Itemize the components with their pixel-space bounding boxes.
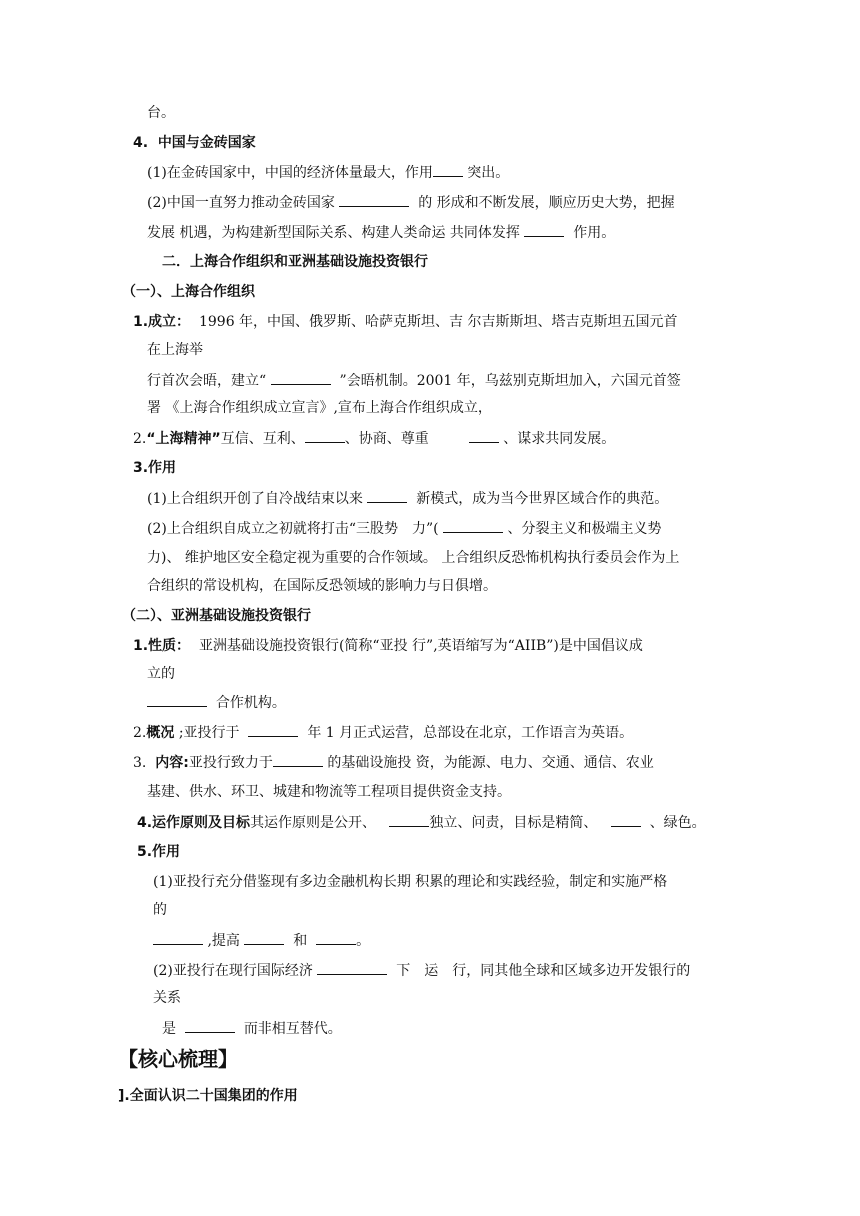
fill-blank[interactable]: [317, 960, 387, 975]
fill-blank[interactable]: [339, 192, 409, 207]
fill-blank[interactable]: [524, 222, 564, 237]
text-line: 台。: [147, 105, 175, 121]
text-line: 行首次会晤，建立“ ”会晤机制。2001 年，乌兹别克斯坦加入，六国元首签: [147, 370, 681, 391]
aiib-role-heading: 5.作用: [137, 844, 181, 860]
subsection-heading: ].全面认识二十国集团的作用: [118, 1088, 298, 1104]
core-summary-heading: 【核心梳理】: [118, 1047, 238, 1071]
text-line: (1)在金砖国家中，中国的经济体量最大，作用 突出。: [147, 162, 509, 183]
text-line: (2)亚投行在现行国际经济 下 运 行，同其他全球和区域多边开发银行的: [153, 960, 690, 981]
text-line: 合组织的常设机构，在国际反恐领域的影响力与日俱增。: [147, 578, 497, 594]
fill-blank[interactable]: [367, 488, 407, 503]
text-line: 署 《上海合作组织成立宣言》,宣布上海合作组织成立，: [147, 400, 492, 416]
fill-blank[interactable]: [389, 812, 429, 827]
sco-role-heading: 3.作用: [133, 460, 177, 476]
fill-blank[interactable]: [469, 428, 499, 443]
text-line: ,提高 和 。: [153, 930, 370, 951]
text-line: 2.“上海精神”互信、互利、 、协商、尊重 、谋求共同发展。: [133, 428, 615, 449]
fill-blank[interactable]: [153, 930, 203, 945]
fill-blank[interactable]: [443, 518, 503, 533]
section-2-heading: 二．上海合作组织和亚洲基础设施投资银行: [162, 254, 428, 270]
fill-blank[interactable]: [273, 752, 323, 767]
text-line: 基建、供水、环卫、城建和物流等工程项目提供资金支持。: [147, 784, 511, 800]
text-line: 发展 机遇，为构建新型国际关系、构建人类命运 共同体发挥 作用。: [147, 222, 615, 243]
text-line: 1.成立： 1996 年，中国、俄罗斯、哈萨克斯坦、吉 尔吉斯斯坦、塔吉克斯坦五国元首: [133, 314, 678, 330]
text-line: (2)中国一直努力推动金砖国家 的 形成和不断发展，顺应历史大势，把握: [147, 192, 675, 213]
fill-blank[interactable]: [248, 722, 298, 737]
text-line: 力)、 维护地区安全稳定视为重要的合作领域。 上合组织反恐怖机构执行委员会作为上: [147, 550, 680, 566]
text-line: 合作机构。: [147, 692, 286, 713]
aiib-heading: （二）、亚洲基础设施投资银行: [122, 608, 311, 624]
text-line: 关系: [153, 990, 181, 1006]
fill-blank[interactable]: [433, 162, 463, 177]
fill-blank[interactable]: [185, 1018, 235, 1033]
fill-blank[interactable]: [305, 428, 345, 443]
text-line: 是 而非相互替代。: [162, 1018, 342, 1039]
text-line: (1)亚投行充分借鉴现有多边金融机构长期 积累的理论和实践经验，制定和实施严格: [153, 874, 668, 890]
text-line: (1)上合组织开创了自冷战结束以来 新模式，成为当今世界区域合作的典范。: [147, 488, 668, 509]
text-line: 2.概况 ;亚投行于 年 1 月正式运营，总部设在北京，工作语言为英语。: [133, 722, 633, 743]
text-line: 1.性质： 亚洲基础设施投资银行(简称“亚投 行”,英语缩写为“AIIB”)是中国倡议成: [133, 638, 643, 654]
sco-heading: （一）、上海合作组织: [122, 284, 255, 300]
fill-blank[interactable]: [147, 692, 207, 707]
section-4-heading: 4. 中国与金砖国家: [133, 135, 256, 151]
fill-blank[interactable]: [611, 812, 641, 827]
text-line: (2)上合组织自成立之初就将打击“三股势 力”( 、分裂主义和极端主义势: [147, 518, 662, 539]
fill-blank[interactable]: [271, 370, 331, 385]
text-line: 4.运作原则及目标其运作原则是公开、 独立、问责，目标是精简、 、绿色。: [137, 812, 706, 833]
text-line: 在上海举: [147, 342, 203, 358]
text-line: 的: [153, 902, 167, 918]
fill-blank[interactable]: [316, 930, 356, 945]
fill-blank[interactable]: [244, 930, 284, 945]
text-line: 3. 内容:亚投行致力于 的基础设施投 资，为能源、电力、交通、通信、农业: [133, 752, 654, 773]
text-line: 立的: [147, 666, 175, 682]
